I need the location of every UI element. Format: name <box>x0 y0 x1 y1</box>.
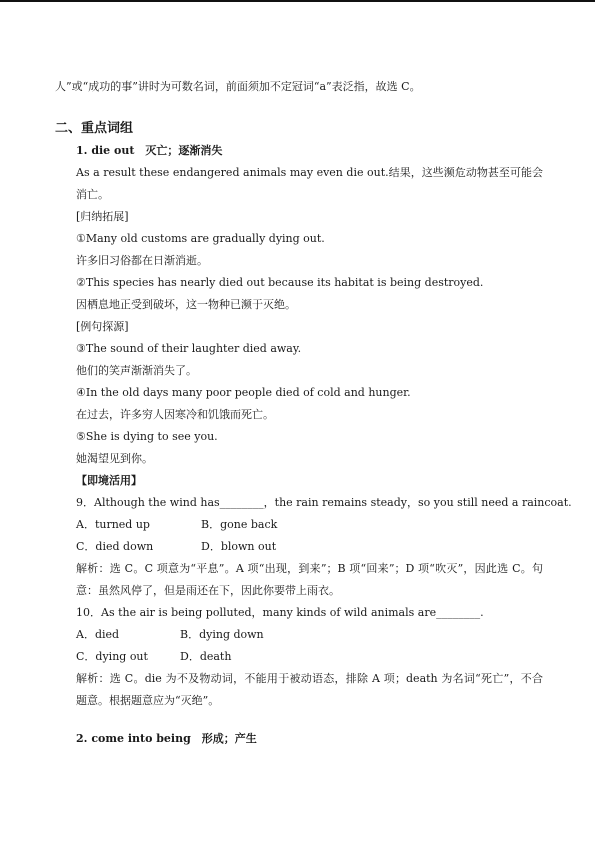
question-9-explanation: 解析：选 C。C 项意为“平息”。A 项“出现，到来”；B 项“回来”；D 项“吹灭”，因此选 C。句意：虽然风停了，但是雨还在下，因此你要带上雨衣。 <box>76 562 543 597</box>
example-zh: 结果，这些濒危动物甚至可能会消亡。 <box>76 166 544 201</box>
question-9-stem: 9．Although the wind has________，the rain remains steady，so you still need a raincoat. <box>76 496 572 509</box>
sentence-4-en: ④In the old days many poor people died of cold and hunger. <box>76 386 411 399</box>
question-10-options-ab <box>55 624 543 646</box>
section-title: 二、重点词组 <box>55 121 134 136</box>
document-page <box>55 76 572 750</box>
q9-option-a: A．turned up <box>76 518 150 531</box>
sentence-5-zh: 她渴望见到你。 <box>76 452 153 465</box>
tag-examples: [例句探源] <box>76 320 129 333</box>
question-10-options-cd <box>55 646 543 668</box>
question-10-explanation: 解析：选 C。die 为不及物动词，不能用于被动语态，排除 A 项；death 为名词“死亡”，不合题意。根据题意应为“灭绝”。 <box>76 672 543 707</box>
sentence-5-en: ⑤She is dying to see you. <box>76 430 218 443</box>
sentence-2-en: ②This species has nearly died out because its habitat is being destroyed. <box>76 276 484 289</box>
phrase-example <box>55 162 543 206</box>
q9-option-d: D．blown out <box>201 540 277 553</box>
phrase-title-die-out: 1. die out 灭亡；逐渐消失 <box>76 144 223 157</box>
tag-summary: [归纳拓展] <box>76 210 129 223</box>
sentence-2-zh: 因栖息地正受到破坏，这一物种已濒于灭绝。 <box>76 298 296 311</box>
example-en: As a result these endangered animals may even die out. <box>76 166 389 179</box>
phrase-title-come-into-being: 2. come into being 形成；产生 <box>76 732 257 745</box>
q9-option-c: C．died down <box>76 540 154 553</box>
sentence-4-zh: 在过去，许多穷人因寒冷和饥饿而死亡。 <box>76 408 274 421</box>
page-top-rule <box>0 0 595 2</box>
sentence-1-en: ①Many old customs are gradually dying out. <box>76 232 325 245</box>
sentence-1-zh: 许多旧习俗都在日渐消逝。 <box>76 254 208 267</box>
q10-option-b: B．dying down <box>180 628 264 641</box>
sentence-3-en: ③The sound of their laughter died away. <box>76 342 302 355</box>
spacer <box>55 712 543 728</box>
question-9-options-cd <box>55 536 543 558</box>
q10-option-d: D．death <box>180 650 232 663</box>
question-10-stem: 10．As the air is being polluted，many kinds of wild animals are________. <box>76 606 484 619</box>
practice-tag: 【即境活用】 <box>76 474 142 487</box>
sentence-3-zh: 他们的笑声渐渐消失了。 <box>76 364 197 377</box>
question-9-options-ab <box>55 514 543 536</box>
q10-option-a: A．died <box>76 628 120 641</box>
q9-option-b: B．gone back <box>201 518 278 531</box>
intro-text: 人”或“成功的事”讲时为可数名词，前面须加不定冠词“a”表泛指，故选 C。 <box>55 80 421 93</box>
q10-option-c: C．dying out <box>76 650 148 663</box>
